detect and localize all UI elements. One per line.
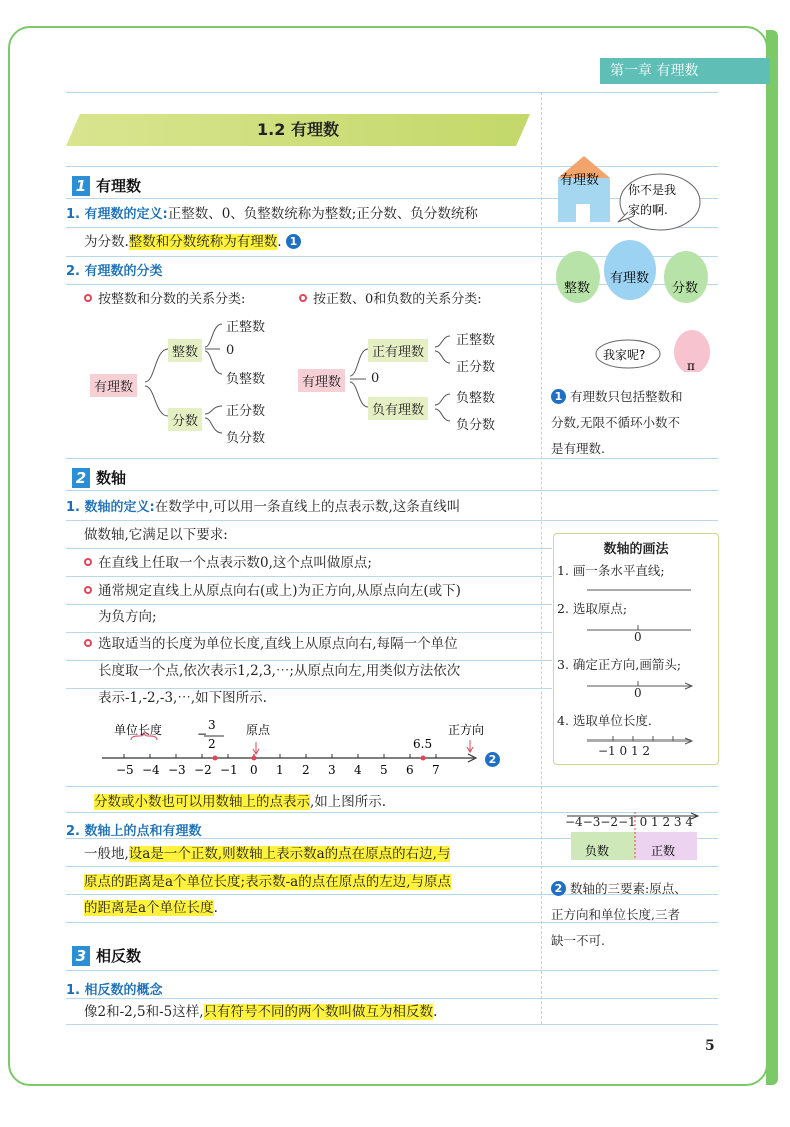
tree-right-root: 有理数: [298, 369, 345, 392]
frac-sign: −: [197, 727, 208, 741]
tick-label: 6: [406, 763, 414, 777]
points-line-1: 一般地,设a是一个正数,则数轴上表示数a的点在原点的右边,与: [84, 846, 451, 862]
mini-axis-ticks: −4−3−2−1 0 1 2 3 4: [565, 815, 694, 829]
number-line: [96, 716, 526, 786]
tree-left-fraction: 分数: [168, 408, 202, 431]
step-3-zero: 0: [634, 686, 642, 700]
opposite-definition: 像2和-2,5和-5这样,只有符号不同的两个数叫做互为相反数.: [84, 1004, 438, 1020]
tree-right-neg-int: 负整数: [456, 391, 496, 406]
tick-label: −4: [142, 763, 160, 777]
axis-point: [421, 756, 426, 761]
tree-right-zero: 0: [371, 371, 380, 386]
side-note-1: 1 有理数只包括整数和 分数,无限不循环小数不 是有理数.: [551, 389, 683, 456]
rule-line: [66, 92, 718, 93]
tick-label: 4: [354, 763, 362, 777]
tree-right-pos: 正有理数: [368, 339, 428, 362]
note-marker-2: 2: [485, 752, 500, 767]
tick-label: 7: [432, 763, 440, 777]
tree-left-neg-int: 负整数: [226, 372, 266, 387]
cartoon-illustration: [548, 152, 718, 372]
opposite-heading: 1. 相反数的概念: [66, 983, 163, 998]
tick-label: 2: [302, 763, 310, 777]
frac-numerator: 3: [208, 718, 216, 732]
axis-bullet-2a: 通常规定直线上从原点向右(或上)为正方向,从原点向左(或下): [84, 577, 461, 606]
definition-line-2: 为分数.整数和分数统称为有理数. 1: [84, 228, 301, 257]
page-number: 5: [705, 1038, 715, 1054]
direction-label: 正方向: [448, 723, 485, 737]
unit-length-label: 单位长度: [114, 723, 163, 737]
box-title: 数轴的画法: [603, 542, 669, 557]
axis-bullet-2b: 为负方向;: [98, 609, 157, 625]
house-label: 有理数: [560, 173, 600, 188]
tree-left-neg-frac: 负分数: [226, 431, 266, 446]
tree-left-root: 有理数: [90, 374, 137, 397]
tree-right-neg-frac: 负分数: [456, 418, 496, 433]
bubble-line-1: 你不是我: [628, 183, 677, 197]
axis-bullet-3a: 选取适当的长度为单位长度,直线上从原点向右,每隔一个单位: [84, 630, 458, 659]
chapter-tab: 第一章 有理数: [600, 58, 770, 84]
tree-right-neg: 负有理数: [368, 397, 428, 420]
axis-bullet-3c: 表示-1,-2,-3,⋯,如下图所示.: [98, 690, 267, 706]
side-note-2: 2 数轴的三要素:原点、 正方向和单位长度,三者 缺一不可.: [551, 881, 687, 948]
section-heading-1: 1 有理数: [72, 175, 141, 196]
step-2-zero: 0: [634, 630, 642, 644]
bullet-classify-left: 按整数和分数的关系分类:: [84, 285, 245, 314]
tick-label: 5: [380, 763, 388, 777]
origin-label: 原点: [246, 723, 271, 737]
pi-label: π: [687, 359, 695, 372]
step-4-ticks: −1 0 1 2: [598, 744, 651, 758]
step-2: 2. 选取原点;: [557, 601, 628, 616]
rule-line: [66, 490, 718, 491]
step-1: 1. 画一条水平直线;: [557, 563, 665, 578]
tick-label: 1: [276, 763, 284, 777]
pos-label: 正数: [651, 844, 676, 858]
axis-def-line-2: 做数轴,它满足以下要求:: [84, 527, 228, 543]
tree-left-pos-frac: 正分数: [226, 404, 266, 419]
bubble-2: 我家呢?: [603, 348, 646, 362]
classification-heading: 2. 有理数的分类: [66, 264, 163, 279]
tree-left-zero: 0: [226, 343, 235, 358]
bullet-classify-right: 按正数、0和负数的关系分类:: [299, 285, 482, 314]
column-divider: [541, 92, 542, 1024]
axis-def-line-1: 1. 数轴的定义:在数学中,可以用一条直线上的点表示数,这条直线叫: [66, 499, 461, 515]
tree-left-integer: 整数: [168, 339, 202, 362]
tick-label: 3: [328, 763, 336, 777]
tick-label: −1: [220, 763, 238, 777]
points-line-2: 原点的距离是a个单位长度;表示数-a的点在原点的左边,与原点: [84, 874, 451, 890]
definition-line-1: 1. 有理数的定义:正整数、0、负整数统称为整数;正分数、负分数统称: [66, 206, 478, 222]
tick-label: −2: [194, 763, 212, 777]
step-4: 4. 选取单位长度.: [557, 713, 652, 728]
section-heading-2: 2 数轴: [72, 467, 126, 488]
char-integer: 整数: [564, 281, 591, 296]
char-rational: 有理数: [610, 271, 650, 286]
axis-point: [213, 756, 218, 761]
tick-label: −5: [116, 763, 134, 777]
axis-bullet-1: 在直线上任取一个点表示数0,这个点叫做原点;: [84, 549, 372, 578]
rule-line: [66, 786, 718, 787]
tree-right-pos-frac: 正分数: [456, 360, 496, 375]
value-6-5-label: 6.5: [413, 737, 433, 751]
axis-point: [252, 756, 257, 761]
frac-denominator: 2: [208, 737, 216, 751]
axis-fraction-note: 分数或小数也可以用数轴上的点表示,如上图所示.: [94, 794, 387, 810]
points-line-3: 的距离是a个单位长度.: [84, 900, 218, 916]
section-heading-3: 3 相反数: [72, 945, 141, 966]
note-marker-1: 1: [286, 234, 301, 249]
step-axes: [553, 580, 719, 740]
page-edge-bar: [766, 30, 778, 1085]
axis-bullet-3b: 长度取一个点,依次表示1,2,3,⋯;从原点向左,用类似方法依次: [98, 663, 461, 679]
points-heading: 2. 数轴上的点和有理数: [66, 824, 202, 839]
tick-label: 0: [250, 763, 258, 777]
step-4-axis: [553, 736, 719, 746]
page-title: 1.2 有理数: [257, 120, 339, 139]
neg-label: 负数: [585, 844, 610, 858]
tree-left-pos-int: 正整数: [226, 320, 266, 335]
tick-label: −3: [168, 763, 186, 777]
bubble-line-2: 家的啊.: [628, 203, 668, 217]
char-fraction: 分数: [672, 281, 699, 296]
tree-right-pos-int: 正整数: [456, 333, 496, 348]
step-3: 3. 确定正方向,画箭头;: [557, 657, 682, 672]
rule-line: [66, 970, 718, 971]
